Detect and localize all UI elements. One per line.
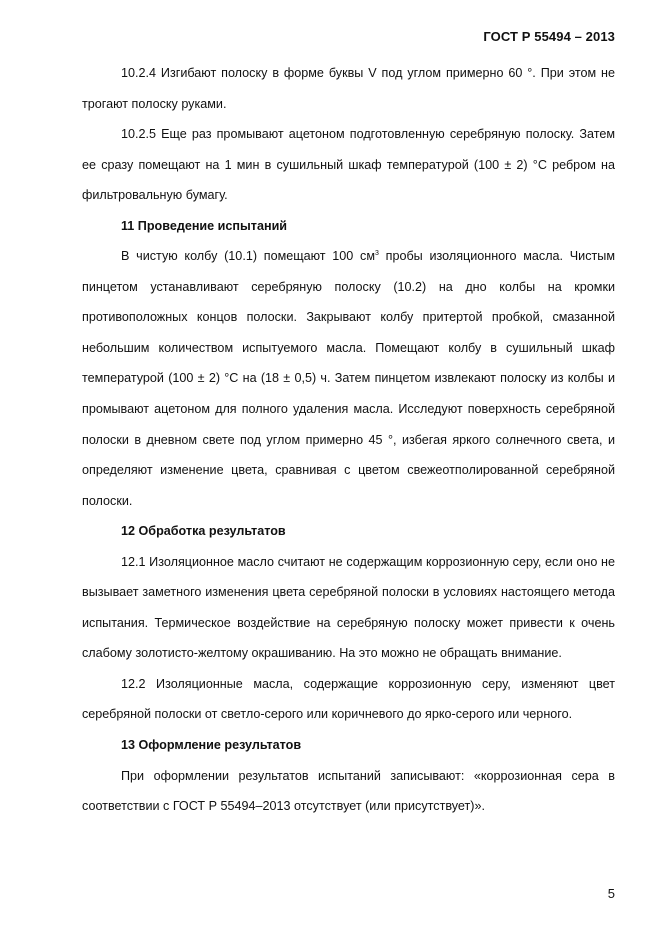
document-body <box>82 58 615 822</box>
section-heading-11: 11 Проведение испытаний <box>121 218 288 233</box>
paragraph-10-2-5: 10.2.5 Еще раз промывают ацетоном подготовленную серебряную полоску. Затем ее сразу помещают на 1 мин в сушильный шкаф температурой (100 ± 2) °С ребром на фильтровальную бумагу. <box>82 127 615 203</box>
document-header: ГОСТ Р 55494 – 2013 <box>483 29 615 44</box>
paragraph-10-2-4: 10.2.4 Изгибают полоску в форме буквы V под углом примерно 60 °. При этом не трогают полоску руками. <box>82 66 615 111</box>
paragraph-12-2: 12.2 Изоляционные масла, содержащие коррозионную серу, изменяют цвет серебряной полоски от светло-серого или коричневого до ярко-серого или черного. <box>82 676 615 722</box>
section-heading-13: 13 Оформление результатов <box>121 738 302 753</box>
paragraph-11-part-1: В чистую колбу (10.1) помещают 100 см <box>121 249 375 264</box>
page-number: 5 <box>607 886 615 901</box>
paragraph-11 <box>82 241 615 516</box>
paragraph-12-1: 12.1 Изоляционное масло считают не содержащим коррозионную серу, если оно не вызывает заметного изменения цвета серебряной полоски в условиях настоящего метода испытания. Термическое воздействие на серебряную полоску может привести к очень слабому золотисто-желтому окрашиванию. На это можно не обращать внимание. <box>82 554 615 661</box>
paragraph-13: При оформлении результатов испытаний записывают: «коррозионная сера в соответствии с ГОСТ Р 55494–2013 отсутствует (или присутствует)». <box>82 768 615 814</box>
section-heading-12: 12 Обработка результатов <box>121 524 286 539</box>
superscript-cubic: 3 <box>374 250 379 258</box>
paragraph-11-part-2: пробы изоляционного масла. Чистым пинцетом устанавливают серебряную полоску (10.2) на дно колбы на кромки противоположных концов полоски. Закрывают колбу притертой пробкой, смазанной небольшим количеством испытуемого масла. Помещают колбу в сушильный шкаф температурой (100 ± 2) °С на (18 ± 0,5) ч. Затем пинцетом извлекают полоску из колбы и промывают ацетоном для полного удаления масла. Исследуют поверхность серебряной полоски в дневном свете под углом примерно 45 °, избегая яркого солнечного света, и определяют изменение цвета, сравнивая с цветом свежеотполированной серебряной полоски. <box>82 249 615 508</box>
